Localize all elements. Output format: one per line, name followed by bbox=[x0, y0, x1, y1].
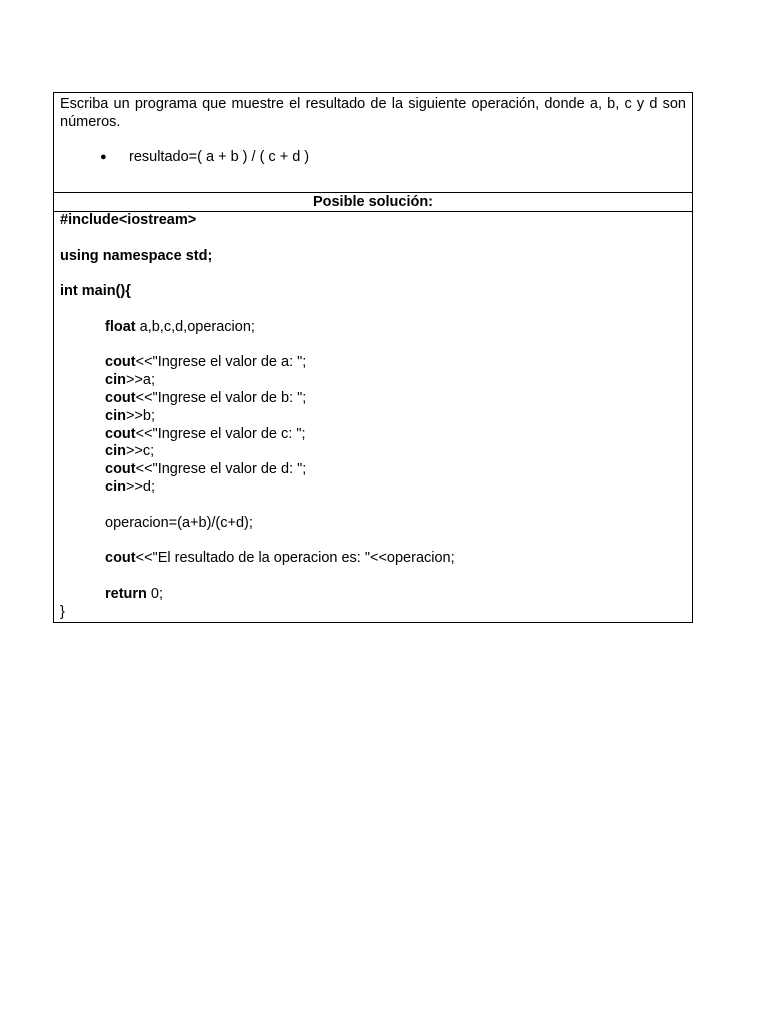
code-return bbox=[60, 586, 686, 604]
exercise-table bbox=[53, 92, 693, 623]
code-io-line bbox=[60, 354, 686, 372]
problem-statement: Escriba un programa que muestre el resultado de la siguiente operación, donde a, b, c y d son números. bbox=[60, 96, 686, 130]
code-declaration bbox=[60, 319, 686, 337]
code-keyword: float bbox=[105, 318, 136, 335]
code-blank bbox=[60, 568, 686, 586]
code-assignment: operacion=(a+b)/(c+d); bbox=[105, 514, 253, 531]
code-io-line bbox=[60, 390, 686, 408]
code-text: >>b; bbox=[125, 407, 155, 424]
code-text: a,b,c,d,operacion; bbox=[135, 318, 255, 335]
code-blank bbox=[60, 532, 686, 550]
code-keyword: return bbox=[105, 585, 147, 602]
code-include: #include<iostream> bbox=[60, 212, 197, 228]
code-blank bbox=[60, 337, 686, 355]
code-keyword: cout bbox=[105, 461, 136, 478]
code-text: 0; bbox=[146, 585, 164, 602]
code-io-line bbox=[60, 461, 686, 479]
code-text: <<"Ingrese el valor de b: "; bbox=[135, 389, 307, 406]
code-keyword: cin bbox=[105, 372, 126, 389]
code-using: using namespace std; bbox=[60, 247, 213, 264]
code-closing-brace: } bbox=[60, 603, 65, 620]
formula-bullet bbox=[60, 148, 686, 166]
code-io-line bbox=[60, 443, 686, 461]
code-blank bbox=[60, 265, 686, 283]
code-io-line bbox=[60, 372, 686, 390]
code-keyword: cin bbox=[105, 443, 126, 460]
code-block bbox=[54, 212, 692, 622]
bullet-dot-icon: ● bbox=[100, 151, 107, 163]
formula-text: resultado=( a + b ) / ( c + d ) bbox=[129, 149, 310, 165]
code-text: >>d; bbox=[125, 478, 155, 495]
code-text: <<"Ingrese el valor de d: "; bbox=[135, 461, 307, 478]
code-text: <<"Ingrese el valor de a: "; bbox=[135, 354, 307, 371]
code-keyword: cin bbox=[105, 407, 126, 424]
code-blank bbox=[60, 301, 686, 319]
code-io-line bbox=[60, 426, 686, 444]
code-keyword: cout bbox=[105, 425, 136, 442]
code-io-line bbox=[60, 479, 686, 497]
code-keyword: cout bbox=[105, 389, 136, 406]
code-main: int main(){ bbox=[60, 283, 131, 300]
code-text: >>c; bbox=[125, 443, 155, 460]
solution-header: Posible solución: bbox=[54, 193, 692, 212]
code-text: <<"Ingrese el valor de c: "; bbox=[135, 425, 306, 442]
code-keyword: cout bbox=[105, 550, 136, 567]
code-blank bbox=[60, 230, 686, 248]
code-text: >>a; bbox=[125, 372, 155, 389]
code-keyword: cout bbox=[105, 354, 136, 371]
code-text: <<"El resultado de la operacion es: "<<operacion; bbox=[135, 550, 455, 567]
code-result-output bbox=[60, 550, 686, 568]
code-blank bbox=[60, 497, 686, 515]
code-keyword: cin bbox=[105, 478, 126, 495]
code-io-line bbox=[60, 408, 686, 426]
problem-cell bbox=[54, 93, 692, 193]
